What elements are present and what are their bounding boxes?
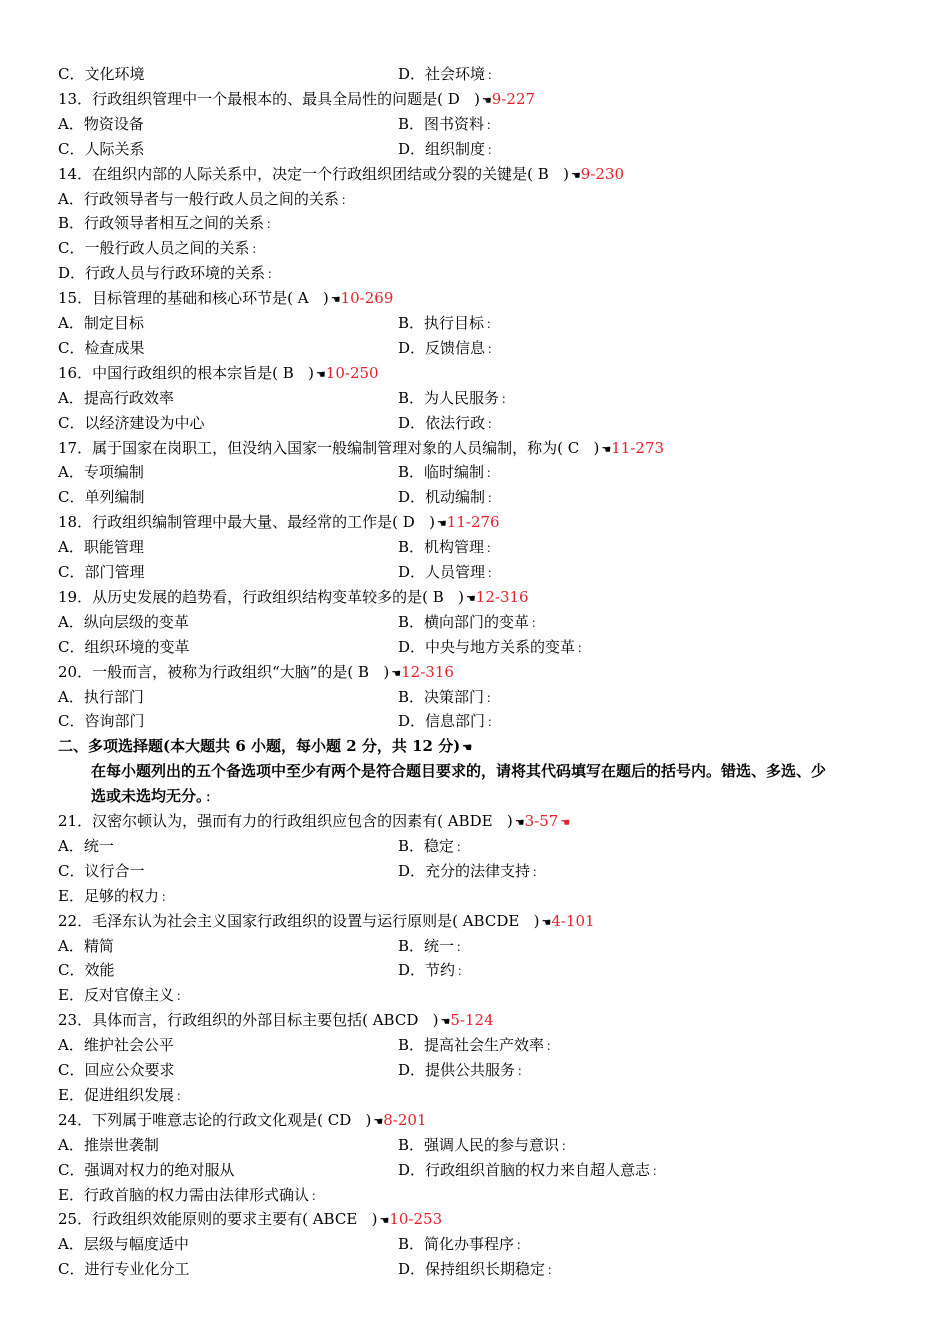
paragraph-mark: ：: [457, 964, 470, 979]
question-close-paren: ): [429, 513, 435, 532]
section-heading: [58, 734, 472, 758]
option-right: D．中央与地方关系的变革 ：: [398, 637, 590, 656]
paragraph-mark: ：: [456, 839, 469, 854]
paragraph-mark: ：: [267, 267, 280, 282]
option-right: B．统一 ：: [398, 936, 469, 955]
section-title: 二、多项选择题(本大题共 6 小题，每小题 2 分，共 12 分): [58, 737, 461, 756]
page-reference: 10-253: [389, 1210, 443, 1229]
option-row-full: [58, 983, 188, 1007]
question-text: 15．目标管理的基础和核心环节是(: [58, 289, 293, 308]
option-row: [58, 560, 500, 584]
page-reference: 9-227: [491, 89, 536, 108]
option-left: A．职能管理: [58, 538, 144, 557]
option-row: [58, 112, 499, 136]
option-right: B．简化办事程序 ：: [398, 1235, 529, 1254]
option-row: [58, 62, 500, 86]
option-row: [58, 635, 590, 659]
option-row: [58, 859, 545, 883]
paragraph-mark: ：: [577, 640, 590, 655]
question-close-paren: ): [432, 1011, 439, 1030]
pointing-hand-icon: ☚: [436, 517, 447, 531]
page-reference: 4-101: [551, 911, 595, 930]
pointing-hand-icon: ☚: [570, 168, 581, 182]
option-left: A．执行部门: [58, 687, 144, 706]
option-right: B．横向部门的变革 ：: [398, 612, 544, 631]
pointing-hand-icon: ☚: [541, 915, 552, 929]
answer-key: A: [292, 289, 323, 308]
answer-key: ABDE: [442, 812, 507, 830]
question-close-paren: ): [371, 1210, 378, 1229]
option-right: B．提高社会生产效率 ：: [398, 1036, 559, 1055]
option-text: E．足够的权力: [58, 886, 159, 905]
answer-key: CD: [322, 1110, 366, 1129]
paragraph-mark: ：: [487, 341, 500, 356]
paragraph-mark: ：: [205, 790, 218, 805]
option-right: B．执行目标 ：: [398, 314, 499, 332]
option-right: B．强调人民的参与意识 ：: [398, 1135, 574, 1154]
question-line: [58, 87, 535, 111]
option-right: D．社会环境 ：: [398, 65, 500, 83]
option-row: [58, 311, 499, 335]
pointing-hand-icon: ☚: [391, 666, 402, 680]
option-left: C．进行专业化分工: [58, 1260, 190, 1279]
paragraph-mark: ：: [175, 1088, 188, 1103]
option-left: C．议行合一: [58, 861, 145, 880]
question-close-paren: ): [322, 289, 329, 308]
page-reference: 11-276: [446, 513, 500, 532]
page-reference: 12-316: [401, 662, 454, 681]
option-row: [58, 610, 544, 634]
paragraph-mark: ：: [516, 1238, 529, 1253]
question-close-paren: ): [474, 89, 480, 108]
paragraph-mark: ：: [310, 1188, 323, 1203]
paragraph-mark: ：: [652, 1163, 665, 1178]
option-left: A．纵向层级的变革: [58, 612, 189, 631]
question-line: [58, 286, 393, 310]
answer-key: ABCE: [307, 1210, 372, 1229]
paragraph-mark: ：: [456, 939, 469, 954]
question-close-paren: ): [365, 1110, 372, 1129]
answer-key: ABCDE: [457, 911, 534, 930]
answer-key: B: [532, 164, 564, 183]
question-text: 25．行政组织效能原则的要求主要有(: [58, 1210, 308, 1229]
paragraph-mark: ：: [160, 889, 173, 904]
paragraph-mark: ：: [486, 466, 499, 481]
paragraph-mark: ：: [487, 566, 500, 580]
option-row-full: [58, 187, 353, 211]
question-line: [58, 1108, 427, 1132]
option-left: C．咨询部门: [58, 712, 145, 731]
option-row: [58, 1158, 665, 1182]
option-row-full: [58, 261, 279, 285]
question-text: 17．属于国家在岗职工，但没纳入国家一般编制管理对象的人员编制，称为(: [58, 438, 563, 457]
section-instructions: [91, 784, 218, 808]
paragraph-mark: ：: [487, 142, 500, 157]
option-left: A．专项编制: [58, 463, 144, 482]
pointing-hand-icon: ☚: [373, 1114, 384, 1128]
page-reference: 11-273: [611, 438, 665, 457]
option-left: A．统一: [58, 836, 114, 855]
option-row-full: [58, 884, 173, 908]
page-reference: 5-124: [450, 1011, 494, 1030]
page-reference: 8-201: [383, 1110, 427, 1129]
option-right: B．机构管理 ：: [398, 538, 499, 557]
option-left: A．精简: [58, 936, 114, 955]
option-left: C．以经济建设为中心: [58, 413, 205, 432]
option-left: C．文化环境: [58, 65, 145, 83]
option-right: D．提供公共服务 ：: [398, 1061, 530, 1079]
answer-key: C: [562, 438, 594, 457]
question-close-paren: ): [506, 812, 513, 830]
option-left: A．提高行政效率: [58, 388, 174, 407]
answer-key: D: [397, 513, 430, 532]
question-close-paren: ): [593, 438, 600, 457]
paragraph-mark: ：: [547, 1263, 560, 1278]
answer-key: D: [442, 89, 475, 108]
paragraph-mark: ：: [487, 68, 500, 82]
option-left: A．推崇世袭制: [58, 1135, 159, 1154]
option-row: [58, 709, 500, 733]
option-right: D．反馈信息 ：: [398, 338, 500, 357]
instruction-text: 在每小题列出的五个备选项中至少有两个是符合题目要求的，请将其代码填写在题后的括号内。错选、多选、少: [91, 762, 827, 781]
option-row: [58, 1033, 559, 1057]
paragraph-mark: ：: [486, 317, 499, 331]
option-right: D．组织制度 ：: [398, 139, 500, 158]
option-left: C．单列编制: [58, 488, 145, 507]
question-line: [58, 660, 454, 684]
question-close-paren: ): [533, 911, 540, 930]
option-row: [58, 1232, 529, 1256]
paragraph-mark: ：: [561, 1138, 574, 1153]
option-row-full: [58, 236, 264, 260]
option-row: [58, 934, 469, 958]
question-line: [58, 162, 624, 186]
pointing-hand-icon: ☚: [440, 1015, 451, 1029]
pointing-hand-icon: ☚: [514, 816, 525, 829]
option-right: B．稳定 ：: [398, 836, 469, 855]
question-close-paren: ): [383, 662, 390, 681]
option-row: [58, 535, 499, 559]
option-right: D．依法行政 ：: [398, 413, 500, 432]
paragraph-mark: ：: [546, 1039, 559, 1054]
option-text: E．促进组织发展: [58, 1085, 174, 1104]
option-left: C．强调对权力的绝对服从: [58, 1160, 235, 1179]
option-left: A．物资设备: [58, 114, 144, 133]
option-row: [58, 386, 514, 410]
option-text: B．行政领导者相互之间的关系: [58, 214, 265, 233]
option-row: [58, 137, 500, 161]
option-row: [58, 834, 469, 858]
question-close-paren: ): [308, 363, 314, 382]
option-text: C．一般行政人员之间的关系: [58, 239, 250, 258]
option-row: [58, 685, 499, 709]
question-line: [58, 361, 379, 385]
option-row: [58, 1133, 574, 1157]
paragraph-mark: ：: [532, 864, 545, 879]
option-left: C．组织环境的变革: [58, 637, 190, 656]
option-row-full: [58, 1083, 188, 1107]
option-left: C．检查成果: [58, 338, 145, 357]
option-left: A．制定目标: [58, 314, 144, 332]
option-row-full: [58, 1183, 323, 1207]
option-left: C．部门管理: [58, 563, 145, 581]
option-row-full: [58, 211, 278, 235]
question-text: 21．汉密尔顿认为，强而有力的行政组织应包含的因素有(: [58, 812, 443, 830]
option-right: D．人员管理 ：: [398, 563, 500, 581]
paragraph-mark: ：: [486, 541, 499, 556]
paragraph-mark: ：: [486, 690, 499, 705]
option-left: C．效能: [58, 961, 115, 980]
answer-key: B: [277, 363, 309, 382]
paragraph-mark: ：: [487, 416, 500, 431]
option-row: [58, 958, 470, 982]
page-reference: 12-316: [475, 587, 529, 606]
pointing-hand-icon: ☚: [462, 741, 473, 755]
option-right: D．节约 ：: [398, 961, 470, 980]
question-text: 19．从历史发展的趋势看，行政组织结构变革较多的是(: [58, 587, 428, 606]
option-text: E．行政首脑的权力需由法律形式确认: [58, 1185, 309, 1204]
question-line: [58, 436, 664, 460]
answer-key: ABCD: [367, 1011, 433, 1030]
option-right: D．机动编制 ：: [398, 488, 500, 507]
question-line: [58, 510, 500, 534]
option-row: [58, 411, 500, 435]
page-reference: 10-269: [340, 289, 394, 308]
question-text: 23．具体而言，行政组织的外部目标主要包括(: [58, 1011, 368, 1030]
question-text: 14．在组织内部的人际关系中，决定一个行政组织团结或分裂的关键是(: [58, 164, 533, 183]
pointing-hand-icon: ☚: [560, 816, 571, 829]
option-right: D．行政组织首脑的权力来自超人意志 ：: [398, 1160, 665, 1179]
option-row: [58, 336, 500, 360]
answer-key: B: [353, 662, 384, 681]
question-line: [58, 909, 595, 933]
option-text: E．反对官僚主义: [58, 986, 174, 1005]
question-text: 16．中国行政组织的根本宗旨是(: [58, 363, 278, 382]
question-text: 20．一般而言，被称为行政组织“大脑”的是(: [58, 662, 354, 681]
paragraph-mark: ：: [486, 117, 499, 132]
pointing-hand-icon: ☚: [379, 1214, 390, 1228]
paragraph-mark: ：: [266, 217, 279, 232]
paragraph-mark: ：: [340, 192, 353, 207]
option-right: B．决策部门 ：: [398, 687, 499, 706]
option-row: [58, 485, 500, 509]
paragraph-mark: ：: [517, 1064, 530, 1078]
option-right: B．为人民服务 ：: [398, 388, 514, 407]
question-text: 18．行政组织编制管理中最大量、最经常的工作是(: [58, 513, 398, 532]
option-row: [58, 460, 499, 484]
option-left: C．人际关系: [58, 139, 145, 158]
question-close-paren: ): [458, 587, 464, 606]
pointing-hand-icon: ☚: [601, 442, 612, 456]
question-line: [58, 585, 529, 609]
question-text: 13．行政组织管理中一个最根本的、最具全局性的问题是(: [58, 89, 443, 108]
answer-key: B: [427, 587, 459, 606]
paragraph-mark: ：: [251, 242, 264, 257]
pointing-hand-icon: ☚: [465, 591, 476, 605]
question-line: [58, 1008, 494, 1032]
page-reference: 3-57: [524, 812, 559, 830]
option-text: D．行政人员与行政环境的关系: [58, 264, 266, 283]
pointing-hand-icon: ☚: [481, 93, 492, 107]
question-line: [58, 1207, 442, 1231]
option-left: C．回应公众要求: [58, 1061, 175, 1079]
option-right: B．图书资料 ：: [398, 114, 499, 133]
option-text: A．行政领导者与一般行政人员之间的关系: [58, 189, 339, 208]
question-line: [58, 809, 570, 833]
option-right: B．临时编制 ：: [398, 463, 499, 482]
option-left: A．维护社会公平: [58, 1036, 174, 1055]
section-instructions: [91, 759, 826, 783]
question-text: 22．毛泽东认为社会主义国家行政组织的设置与运行原则是(: [58, 911, 458, 930]
paragraph-mark: ：: [175, 989, 188, 1004]
option-row: [58, 1257, 560, 1281]
instruction-text: 选或未选均无分。: [91, 787, 204, 806]
pointing-hand-icon: ☚: [330, 293, 341, 307]
option-left: A．层级与幅度适中: [58, 1235, 189, 1254]
paragraph-mark: ：: [501, 391, 514, 406]
pointing-hand-icon: ☚: [315, 367, 326, 381]
option-right: D．信息部门 ：: [398, 712, 500, 731]
option-right: D．保持组织长期稳定 ：: [398, 1260, 560, 1279]
question-close-paren: ): [563, 164, 569, 183]
page-reference: 9-230: [580, 164, 625, 183]
page-reference: 10-250: [325, 363, 379, 382]
question-text: 24．下列属于唯意志论的行政文化观是(: [58, 1110, 323, 1129]
paragraph-mark: ：: [487, 491, 500, 506]
paragraph-mark: ：: [487, 715, 500, 730]
option-right: D．充分的法律支持 ：: [398, 861, 545, 880]
option-row: [58, 1058, 530, 1082]
paragraph-mark: ：: [531, 615, 544, 630]
